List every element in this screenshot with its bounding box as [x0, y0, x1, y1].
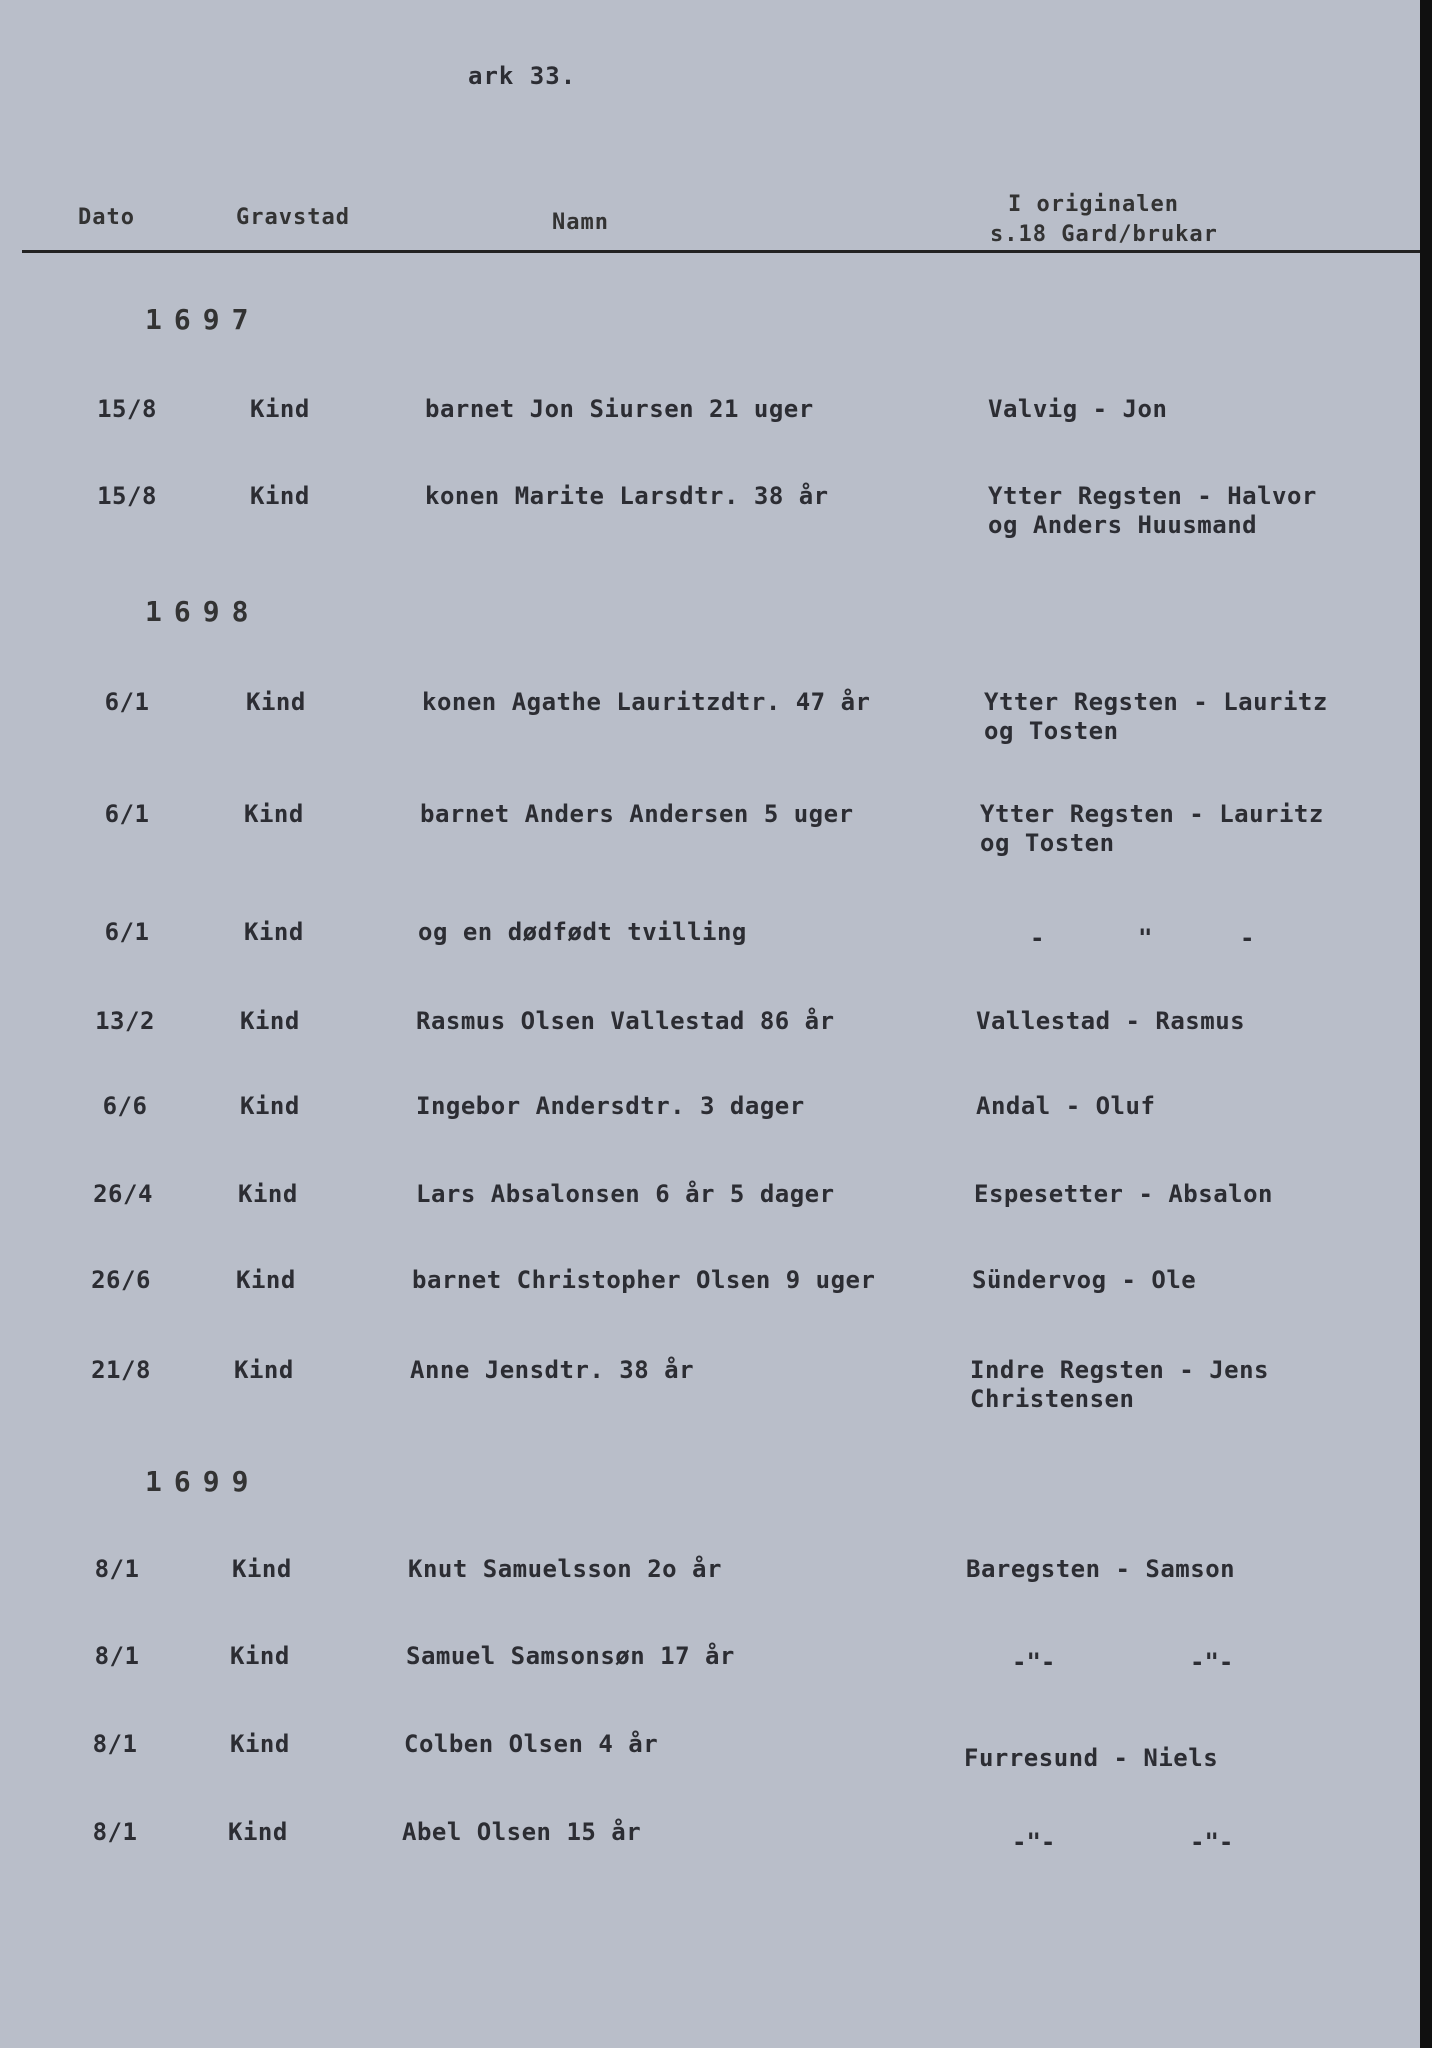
- year-heading: 1698: [145, 595, 261, 628]
- cell-dato: 21/8: [91, 1356, 151, 1384]
- table-row: [0, 1356, 1432, 1426]
- table-row: [0, 688, 1432, 758]
- cell-original: Ytter Regsten - Lauritz og Tosten: [984, 688, 1328, 745]
- cell-dato: 6/6: [102, 1092, 148, 1120]
- cell-dato: 8/1: [94, 1642, 140, 1670]
- cell-gravstad: Kind: [230, 1730, 290, 1758]
- cell-gravstad: Kind: [246, 688, 306, 716]
- year-heading: 1697: [145, 303, 261, 336]
- cell-namn: barnet Anders Andersen 5 uger: [420, 800, 854, 828]
- table-row: [0, 1266, 1432, 1336]
- ditto-mark: -"-: [1012, 1828, 1056, 1856]
- ditto-mark: -"-: [1190, 1828, 1234, 1856]
- cell-original: Baregsten - Samson: [966, 1555, 1236, 1583]
- cell-gravstad: Kind: [236, 1266, 296, 1294]
- cell-original: Ytter Regsten - Lauritz og Tosten: [980, 800, 1324, 857]
- cell-dato: 26/4: [93, 1180, 153, 1208]
- table-row: [0, 1092, 1432, 1162]
- table-row: [0, 800, 1432, 870]
- cell-dato: 26/6: [91, 1266, 151, 1294]
- cell-gravstad: Kind: [232, 1555, 292, 1583]
- cell-original: Valvig - Jon: [988, 395, 1168, 423]
- table-row: [0, 1818, 1432, 1888]
- ditto-mark: -: [1030, 924, 1045, 952]
- cell-gravstad: Kind: [244, 800, 304, 828]
- table-row: [0, 482, 1432, 552]
- cell-gravstad: Kind: [244, 918, 304, 946]
- cell-namn: Lars Absalonsen 6 år 5 dager: [416, 1180, 835, 1208]
- header-dato: Dato: [78, 205, 135, 230]
- cell-namn: Ingebor Andersdtr. 3 dager: [416, 1092, 805, 1120]
- cell-dato: 13/2: [95, 1007, 155, 1035]
- cell-namn: og en dødfødt tvilling: [418, 918, 747, 946]
- sheet-label: ark 33.: [468, 62, 577, 90]
- table-row: [0, 395, 1432, 465]
- cell-namn: konen Marite Larsdtr. 38 år: [425, 482, 829, 510]
- header-gravstad: Gravstad: [236, 205, 350, 230]
- scan-edge: [1420, 0, 1432, 2048]
- header-original-line1: I originalen: [1008, 192, 1179, 217]
- header-namn: Namn: [552, 210, 609, 235]
- cell-dato: 8/1: [94, 1555, 140, 1583]
- cell-dato: 15/8: [97, 482, 157, 510]
- cell-original: Espesetter - Absalon: [974, 1180, 1273, 1208]
- cell-dato: 8/1: [92, 1730, 138, 1758]
- header-original-line2: s.18 Gard/brukar: [990, 222, 1218, 247]
- ditto-mark: -"-: [1012, 1648, 1056, 1676]
- cell-original: Andal - Oluf: [976, 1092, 1156, 1120]
- cell-dato: 6/1: [104, 688, 150, 716]
- ditto-mark: -"-: [1190, 1648, 1234, 1676]
- cell-dato: 6/1: [104, 918, 150, 946]
- cell-namn: Anne Jensdtr. 38 år: [410, 1356, 695, 1384]
- cell-gravstad: Kind: [230, 1642, 290, 1670]
- cell-original: Ytter Regsten - Halvor og Anders Huusmand: [988, 482, 1317, 539]
- table-row: [0, 918, 1432, 988]
- cell-gravstad: Kind: [250, 482, 310, 510]
- table-row: [0, 1180, 1432, 1250]
- cell-namn: barnet Christopher Olsen 9 uger: [412, 1266, 876, 1294]
- cell-original: Sündervog - Ole: [972, 1266, 1197, 1294]
- cell-original: Indre Regsten - Jens Christensen: [970, 1356, 1269, 1413]
- cell-namn: Abel Olsen 15 år: [402, 1818, 642, 1846]
- table-row: [0, 1007, 1432, 1077]
- cell-gravstad: Kind: [238, 1180, 298, 1208]
- cell-namn: Colben Olsen 4 år: [404, 1730, 659, 1758]
- cell-namn: Samuel Samsonsøn 17 år: [406, 1642, 735, 1670]
- cell-gravstad: Kind: [240, 1092, 300, 1120]
- cell-namn: barnet Jon Siursen 21 uger: [425, 395, 814, 423]
- cell-dato: 8/1: [92, 1818, 138, 1846]
- cell-namn: Knut Samuelsson 2o år: [408, 1555, 722, 1583]
- cell-dato: 15/8: [97, 395, 157, 423]
- table-row: [0, 1642, 1432, 1712]
- cell-gravstad: Kind: [234, 1356, 294, 1384]
- ditto-mark: ": [1138, 924, 1153, 952]
- table-row: [0, 1730, 1432, 1800]
- cell-namn: Rasmus Olsen Vallestad 86 år: [416, 1007, 835, 1035]
- cell-original: Vallestad - Rasmus: [976, 1007, 1246, 1035]
- header-rule: [22, 250, 1432, 253]
- cell-dato: 6/1: [104, 800, 150, 828]
- cell-gravstad: Kind: [250, 395, 310, 423]
- cell-gravstad: Kind: [228, 1818, 288, 1846]
- table-row: [0, 1555, 1432, 1625]
- ditto-mark: -: [1240, 924, 1255, 952]
- cell-namn: konen Agathe Lauritzdtr. 47 år: [422, 688, 871, 716]
- year-heading: 1699: [145, 1465, 261, 1498]
- cell-original: Furresund - Niels: [964, 1744, 1219, 1772]
- cell-gravstad: Kind: [240, 1007, 300, 1035]
